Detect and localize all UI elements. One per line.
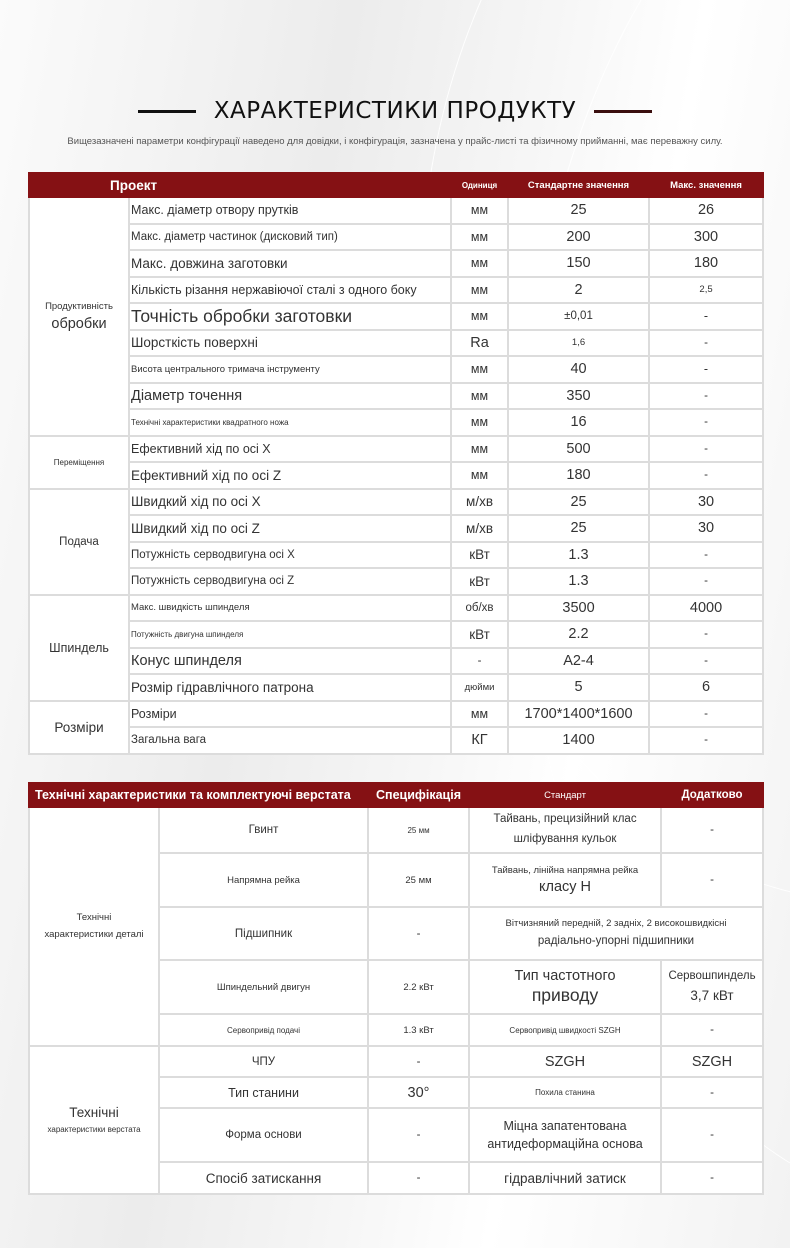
table-row	[29, 595, 763, 622]
row-name: Загальна вага	[129, 727, 451, 754]
row-standard: 25	[508, 197, 649, 224]
row-max: -	[649, 436, 763, 463]
row-extra: SZGH	[661, 1046, 763, 1077]
row-name: Точність обробки заготовки	[129, 303, 451, 330]
row-standard: 2	[508, 277, 649, 304]
group-label-feed: Подача	[29, 489, 129, 595]
row-extra: -	[661, 1108, 763, 1162]
row-standard: 1.3	[508, 542, 649, 569]
row-unit: мм	[451, 303, 508, 330]
row-name: Сервопривід подачі	[159, 1014, 368, 1046]
row-standard: Тайвань, прецизійний клас шліфування кульок	[469, 807, 661, 853]
header-project: Проект	[29, 173, 451, 197]
row-standard: 350	[508, 383, 649, 410]
row-standard: гідравлічний затиск	[469, 1162, 661, 1194]
row-name: Швидкий хід по осі X	[129, 489, 451, 516]
row-standard: Сервопривід швидкості SZGH	[469, 1014, 661, 1046]
table-row	[29, 330, 763, 357]
row-unit: мм	[451, 462, 508, 489]
row-name: Технічні характеристики квадратного ножа	[129, 409, 451, 436]
row-spec: -	[368, 1046, 469, 1077]
page-title: ХАРАКТЕРИСТИКИ ПРОДУКТУ	[213, 98, 577, 124]
row-standard: 1.3	[508, 568, 649, 595]
header-extra: Додатково	[661, 783, 763, 807]
row-standard: 16	[508, 409, 649, 436]
row-standard: 25	[508, 515, 649, 542]
row-name: Підшипник	[159, 907, 368, 960]
table-row	[29, 621, 763, 648]
group-label-performance: Продуктивність обробки	[29, 197, 129, 436]
row-max: -	[649, 542, 763, 569]
row-max: -	[649, 462, 763, 489]
row-standard: 180	[508, 462, 649, 489]
row-unit: кВт	[451, 542, 508, 569]
row-name: Діаметр точення	[129, 383, 451, 410]
row-name: ЧПУ	[159, 1046, 368, 1077]
row-max: -	[649, 568, 763, 595]
row-name: Потужність серводвигуна осі X	[129, 542, 451, 569]
row-standard: Вітчизняний передній, 2 задніх, 2 високошвидкісні радіально-упорні підшипники	[469, 907, 763, 960]
header-max: Макс. значення	[649, 173, 763, 197]
row-name: Шпиндельний двигун	[159, 960, 368, 1014]
table-row	[29, 383, 763, 410]
table-row	[29, 436, 763, 463]
row-name: Швидкий хід по осі Z	[129, 515, 451, 542]
row-standard: 2.2	[508, 621, 649, 648]
row-max: 30	[649, 489, 763, 516]
disclaimer-text: Вищезазначені параметри конфігурації наведено для довідки, і конфігурація, зазначена у прайс-листі та фізичному прийманні, має переважну силу.	[67, 136, 723, 147]
row-max: 300	[649, 224, 763, 251]
title-divider-left	[138, 110, 196, 113]
row-standard: A2-4	[508, 648, 649, 675]
row-spec: 1.3 кВт	[368, 1014, 469, 1046]
row-max: 2,5	[649, 277, 763, 304]
group-label-part-specs: Технічні характеристики деталі	[29, 807, 159, 1046]
table-row	[29, 303, 763, 330]
row-max: -	[649, 356, 763, 383]
row-max: -	[649, 621, 763, 648]
row-unit: мм	[451, 383, 508, 410]
row-name: Макс. довжина заготовки	[129, 250, 451, 277]
row-name: Кількість різання нержавіючої сталі з одного боку	[129, 277, 451, 304]
row-standard: 1400	[508, 727, 649, 754]
row-standard: 25	[508, 489, 649, 516]
group-label-movement: Переміщення	[29, 436, 129, 489]
row-spec: -	[368, 1108, 469, 1162]
table-row	[29, 515, 763, 542]
header-standard: Стандартне значення	[508, 173, 649, 197]
row-spec: 2.2 кВт	[368, 960, 469, 1014]
row-max: -	[649, 648, 763, 675]
row-unit: м/хв	[451, 489, 508, 516]
row-standard: 1,6	[508, 330, 649, 357]
row-name: Макс. діаметр отвору прутків	[129, 197, 451, 224]
row-extra: -	[661, 1162, 763, 1194]
row-standard: Похила станина	[469, 1077, 661, 1108]
table-row	[29, 250, 763, 277]
row-standard: 40	[508, 356, 649, 383]
header-standard: Стандарт	[469, 783, 661, 807]
table-row	[29, 489, 763, 516]
table-row	[29, 1046, 763, 1077]
row-unit: мм	[451, 250, 508, 277]
table-row	[29, 224, 763, 251]
group-label-machine-specs: Технічні характеристики верстата	[29, 1046, 159, 1194]
row-name: Висота центрального тримача інструменту	[129, 356, 451, 383]
table-row	[29, 807, 763, 853]
row-unit: мм	[451, 277, 508, 304]
row-unit: Ra	[451, 330, 508, 357]
row-unit: об/хв	[451, 595, 508, 622]
row-name: Розміри	[129, 701, 451, 728]
machine-components-table	[28, 782, 764, 1195]
row-standard: 1700*1400*1600	[508, 701, 649, 728]
table-header-row	[29, 173, 763, 197]
row-name: Макс. діаметр частинок (дисковий тип)	[129, 224, 451, 251]
table-row	[29, 462, 763, 489]
row-standard: 150	[508, 250, 649, 277]
row-max: -	[649, 383, 763, 410]
row-max: -	[649, 330, 763, 357]
row-extra: -	[661, 1077, 763, 1108]
row-name: Конус шпинделя	[129, 648, 451, 675]
row-spec: -	[368, 907, 469, 960]
row-extra: -	[661, 807, 763, 853]
table-row	[29, 727, 763, 754]
row-max: 6	[649, 674, 763, 701]
row-unit: м/хв	[451, 515, 508, 542]
table-row	[29, 674, 763, 701]
row-extra: -	[661, 1014, 763, 1046]
row-unit: мм	[451, 356, 508, 383]
row-name: Форма основи	[159, 1108, 368, 1162]
row-unit: мм	[451, 436, 508, 463]
row-name: Напрямна рейка	[159, 853, 368, 907]
table-row	[29, 409, 763, 436]
group-label-dimensions: Розміри	[29, 701, 129, 754]
row-standard: ±0,01	[508, 303, 649, 330]
row-unit: кВт	[451, 621, 508, 648]
table-row	[29, 542, 763, 569]
row-standard: 3500	[508, 595, 649, 622]
row-max: -	[649, 409, 763, 436]
row-max: 26	[649, 197, 763, 224]
row-max: 4000	[649, 595, 763, 622]
row-name: Ефективний хід по осі Z	[129, 462, 451, 489]
row-unit: мм	[451, 224, 508, 251]
table-row	[29, 356, 763, 383]
row-standard: 200	[508, 224, 649, 251]
table-header-row	[29, 783, 763, 807]
header-spec: Специфікація	[368, 783, 469, 807]
row-name: Тип станини	[159, 1077, 368, 1108]
product-specs-table	[28, 172, 764, 755]
row-name: Макс. швидкість шпинделя	[129, 595, 451, 622]
row-name: Спосіб затискання	[159, 1162, 368, 1194]
row-spec: -	[368, 1162, 469, 1194]
section-header	[0, 96, 790, 126]
row-unit: мм	[451, 701, 508, 728]
table-row	[29, 568, 763, 595]
row-max: -	[649, 701, 763, 728]
table-row	[29, 277, 763, 304]
row-extra: Сервошпиндель 3,7 кВт	[661, 960, 763, 1014]
row-unit: дюйми	[451, 674, 508, 701]
group-label-spindle: Шпиндель	[29, 595, 129, 701]
row-name: Потужність серводвигуна осі Z	[129, 568, 451, 595]
row-name: Розмір гідравлічного патрона	[129, 674, 451, 701]
row-standard: 5	[508, 674, 649, 701]
row-spec: 30°	[368, 1077, 469, 1108]
table-row	[29, 648, 763, 675]
row-standard: Тип частотного приводу	[469, 960, 661, 1014]
row-unit: мм	[451, 197, 508, 224]
row-standard: 500	[508, 436, 649, 463]
row-max: 180	[649, 250, 763, 277]
row-standard: Тайвань, лінійна напрямна рейка класу H	[469, 853, 661, 907]
row-name: Шорсткість поверхні	[129, 330, 451, 357]
table-row	[29, 701, 763, 728]
row-unit: КГ	[451, 727, 508, 754]
row-unit: мм	[451, 409, 508, 436]
row-unit: кВт	[451, 568, 508, 595]
row-standard: SZGH	[469, 1046, 661, 1077]
header-unit: Одиниця	[451, 173, 508, 197]
table-row	[29, 197, 763, 224]
title-divider-right	[594, 110, 652, 113]
row-unit: -	[451, 648, 508, 675]
header-component: Технічні характеристики та комплектуючі верстата	[29, 783, 368, 807]
row-spec: 25 мм	[368, 853, 469, 907]
row-standard: Міцна запатентована антидеформаційна основа	[469, 1108, 661, 1162]
row-name: Ефективний хід по осі X	[129, 436, 451, 463]
row-name: Гвинт	[159, 807, 368, 853]
row-name: Потужність двигуна шпинделя	[129, 621, 451, 648]
row-max: 30	[649, 515, 763, 542]
row-max: -	[649, 303, 763, 330]
row-spec: 25 мм	[368, 807, 469, 853]
row-max: -	[649, 727, 763, 754]
row-extra: -	[661, 853, 763, 907]
